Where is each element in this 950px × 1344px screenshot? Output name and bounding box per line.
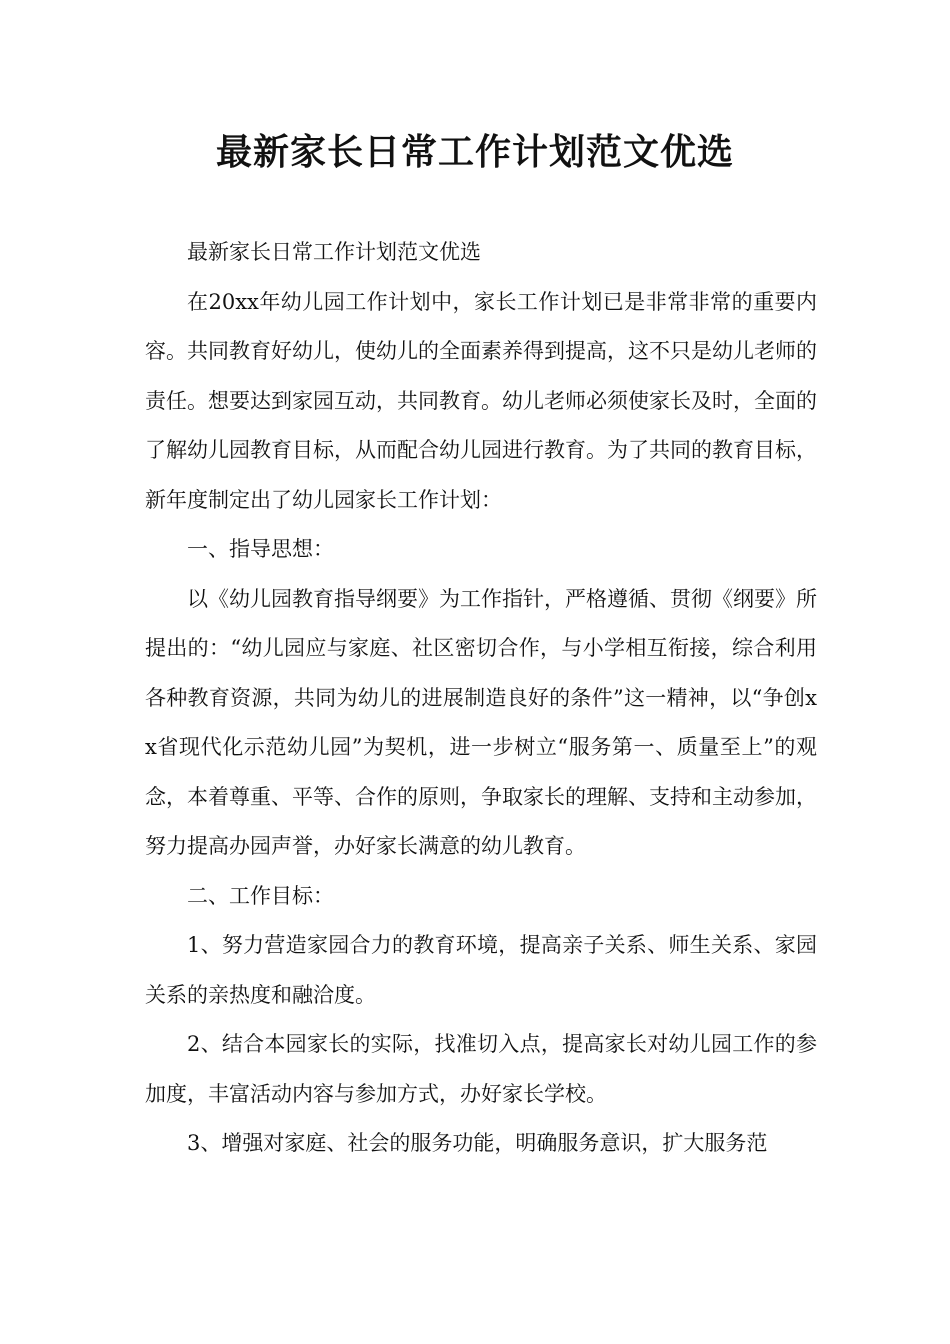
paragraph-goal-2: 2、结合本园家长的实际，找准切入点，提高家长对幼儿园工作的参加度，丰富活动内容与参加方式，办好家长学校。 bbox=[145, 1032, 817, 1106]
document-title: 最新家长日常工作计划范文优选 bbox=[215, 132, 734, 173]
paragraph-guiding-thought: 以《幼儿园教育指导纲要》为工作指针，严格遵循、贯彻《纲要》所提出的：“幼儿园应与家庭、社区密切合作，与小学相互衔接，综合利用各种教育资源，共同为幼儿的进展制造良好的条件”这一精神，以“争创xx省现代化示范幼儿园”为契机，进一步树立“服务第一、质量至上”的观念，本着尊重、平等、合作的原则，争取家长的理解、支持和主动参加，努力提高办园声誉，办好家长满意的幼儿教育。 bbox=[145, 586, 817, 858]
paragraph-subtitle: 最新家长日常工作计划范文优选 bbox=[187, 240, 481, 264]
paragraph-goal-1: 1、努力营造家园合力的教育环境，提高亲子关系、师生关系、家园关系的亲热度和融洽度。 bbox=[145, 933, 817, 1007]
section-heading-work-goals: 二、工作目标： bbox=[187, 883, 334, 908]
paragraph-intro: 在20xx年幼儿园工作计划中，家长工作计划已是非常非常的重要内容。共同教育好幼儿，使幼儿的全面素养得到提高，这不只是幼儿老师的责任。想要达到家园互动，共同教育。幼儿老师必须使家长及时，全面的了解幼儿园教育目标，从而配合幼儿园进行教育。为了共同的教育目标，新年度制定出了幼儿园家长工作计划： bbox=[145, 289, 817, 512]
paragraph-goal-3: 3、增强对家庭、社会的服务功能，明确服务意识，扩大服务范 bbox=[187, 1131, 768, 1155]
document-body bbox=[145, 228, 817, 1169]
section-heading-guiding-thought: 一、指导思想： bbox=[187, 537, 334, 561]
